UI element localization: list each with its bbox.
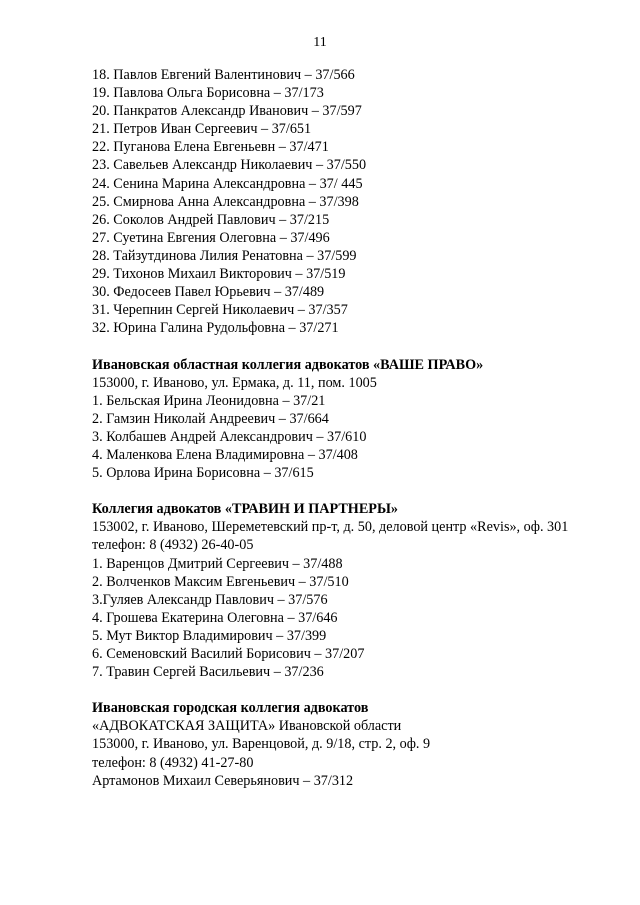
list-item: 28. Тайзутдинова Лилия Ренатовна – 37/599 [92, 247, 357, 264]
section-address: 153002, г. Иваново, Шереметевский пр-т, д. 50, деловой центр «Revis», оф. 301 [92, 519, 569, 536]
list-item: 25. Смирнова Анна Александровна – 37/398 [92, 193, 359, 210]
section-address: 153000, г. Иваново, ул. Ермака, д. 11, пом. 1005 [92, 374, 377, 391]
list-item: 3.Гуляев Александр Павлович – 37/576 [92, 591, 328, 608]
list-item: 30. Федосеев Павел Юрьевич – 37/489 [92, 284, 325, 301]
list-item: 7. Травин Сергей Васильевич – 37/236 [92, 664, 324, 681]
list-item: 5. Орлова Ирина Борисовна – 37/615 [92, 465, 314, 482]
lawyer-list-continued [92, 66, 572, 337]
list-item: 19. Павлова Ольга Борисовна – 37/173 [92, 85, 324, 102]
list-item: 21. Петров Иван Сергеевич – 37/651 [92, 121, 312, 138]
section-phone: телефон: 8 (4932) 41-27-80 [92, 754, 254, 771]
section-phone: телефон: 8 (4932) 26-40-05 [92, 537, 254, 554]
list-item: 22. Пуганова Елена Евгеньевн – 37/471 [92, 139, 329, 156]
list-item: 2. Гамзин Николай Андреевич – 37/664 [92, 410, 329, 427]
list-item: 26. Соколов Андрей Павлович – 37/215 [92, 211, 330, 228]
list-item: 31. Черепнин Сергей Николаевич – 37/357 [92, 302, 348, 319]
section-travin [92, 500, 572, 681]
list-item: 1. Варенцов Дмитрий Сергеевич – 37/488 [92, 555, 343, 572]
section-title: Коллегия адвокатов «ТРАВИН И ПАРТНЕРЫ» [92, 501, 398, 518]
document-body [92, 66, 572, 790]
section-advokatskaya-zaschita [92, 699, 572, 789]
section-spacer [92, 337, 572, 355]
list-item: Артамонов Михаил Северьянович – 37/312 [92, 772, 354, 789]
list-item: 24. Сенина Марина Александровна – 37/ 445 [92, 175, 363, 192]
list-item: 23. Савельев Александр Николаевич – 37/550 [92, 157, 367, 174]
list-item: 3. Колбашев Андрей Александрович – 37/610 [92, 428, 367, 445]
list-item: 6. Семеновский Василий Борисович – 37/207 [92, 646, 365, 662]
page-number: 11 [313, 35, 327, 50]
list-item: 2. Волченков Максим Евгеньевич – 37/510 [92, 573, 349, 590]
list-item: 32. Юрина Галина Рудольфовна – 37/271 [92, 320, 339, 337]
section-spacer [92, 482, 572, 500]
list-item: 4. Грошева Екатерина Олеговна – 37/646 [92, 609, 338, 626]
list-item: 29. Тихонов Михаил Викторович – 37/519 [92, 266, 346, 283]
list-item: 27. Суетина Евгения Олеговна – 37/496 [92, 229, 330, 246]
section-title: Ивановская городская коллегия адвокатов [92, 700, 369, 717]
list-item: 5. Мут Виктор Владимирович – 37/399 [92, 627, 327, 644]
list-item: 4. Маленкова Елена Владимировна – 37/408 [92, 446, 358, 463]
list-item: 20. Панкратов Александр Иванович – 37/597 [92, 103, 362, 120]
list-item: 1. Бельская Ирина Леонидовна – 37/21 [92, 392, 326, 409]
section-vashe-pravo [92, 356, 572, 483]
list-item: 18. Павлов Евгений Валентинович – 37/566 [92, 67, 355, 83]
section-subtitle: «АДВОКАТСКАЯ ЗАЩИТА» Ивановской области [92, 718, 402, 735]
section-title: Ивановская областная коллегия адвокатов «ВАШЕ ПРАВО» [92, 356, 484, 373]
section-spacer [92, 681, 572, 699]
section-address: 153000, г. Иваново, ул. Варенцовой, д. 9/18, стр. 2, оф. 9 [92, 736, 431, 753]
